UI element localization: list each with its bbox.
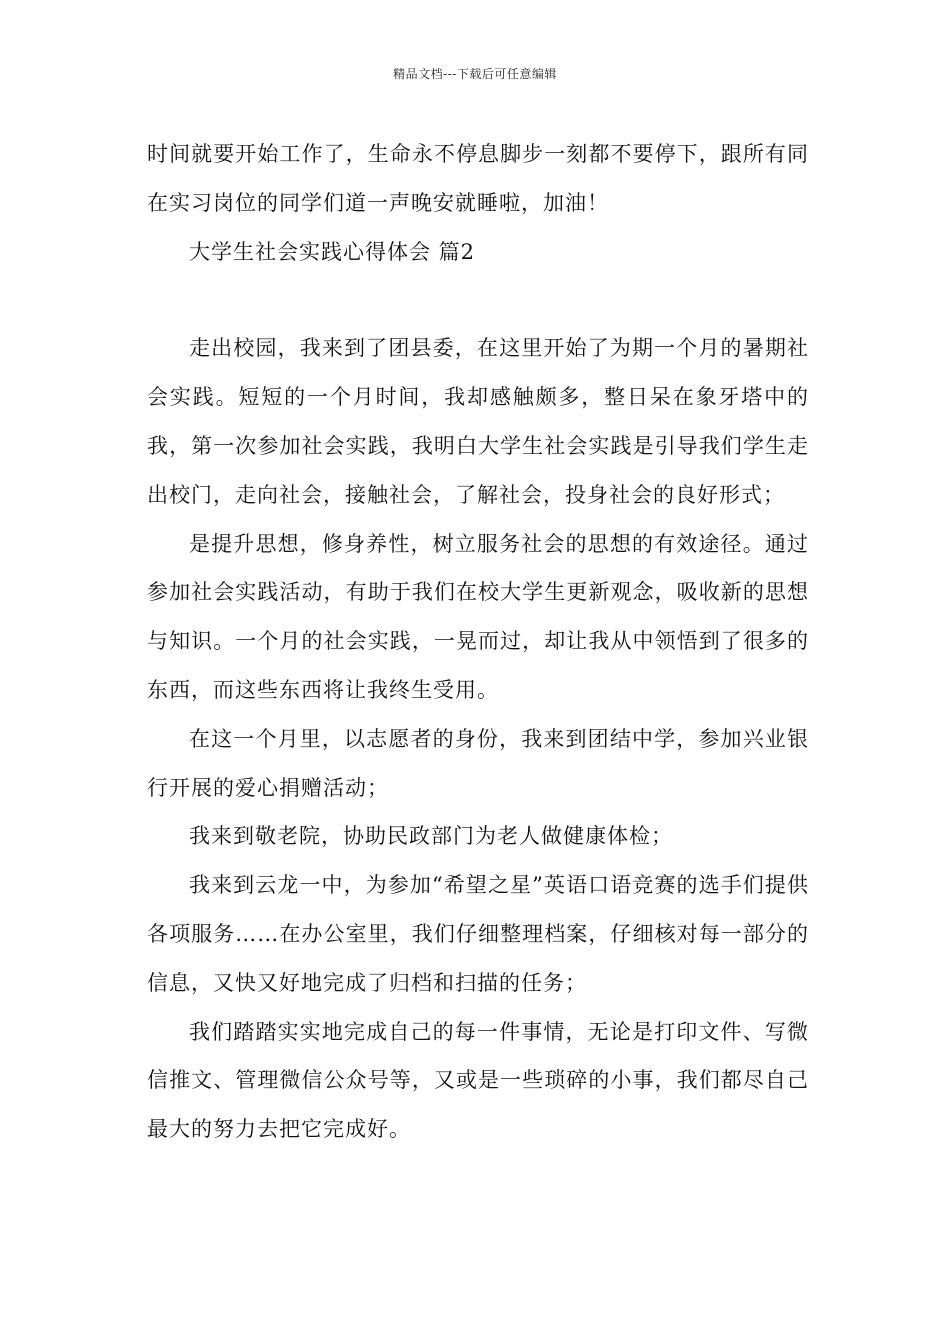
continuation-paragraph: 时间就要开始工作了，生命永不停息脚步一刻都不要停下，跟所有同在实习岗位的同学们道一声晚安就睡啦，加油！ [147, 142, 809, 215]
document-body [147, 130, 809, 1154]
body-paragraph-3: 在这一个月里，以志愿者的身份，我来到团结中学，参加兴业银行开展的爱心捐赠活动； [147, 726, 809, 800]
body-paragraph-4: 我来到敬老院，协助民政部门为老人做健康体检； [189, 824, 673, 849]
body-paragraph-6: 我们踏踏实实地完成自己的每一件事情，无论是打印文件、写微信推文、管理微信公众号等，又或是一些琐碎的小事，我们都尽自己最大的努力去把它完成好。 [147, 1019, 809, 1142]
body-paragraph-5: 我来到云龙一中，为参加“希望之星”英语口语竞赛的选手们提供各项服务……在办公室里，我们仔细整理档案，仔细核对每一部分的信息，又快又好地完成了归档和扫描的任务； [147, 873, 809, 995]
page-header: 精品文档---下载后可任意编辑 [393, 67, 557, 81]
section-spacer [147, 276, 809, 324]
section-title: 大学生社会实践心得体会 篇2 [189, 239, 476, 264]
body-paragraph-2: 是提升思想，修身养性，树立服务社会的思想的有效途径。通过参加社会实践活动，有助于我们在校大学生更新观念，吸收新的思想与知识。一个月的社会实践，一晃而过，却让我从中领悟到了很多的东西，而这些东西将让我终生受用。 [147, 531, 809, 702]
body-paragraph-1: 走出校园，我来到了团县委，在这里开始了为期一个月的暑期社会实践。短短的一个月时间，我却感触颇多，整日呆在象牙塔中的我，第一次参加社会实践，我明白大学生社会实践是引导我们学生走出校门，走向社会，接触社会，了解社会，投身社会的良好形式； [147, 336, 809, 507]
